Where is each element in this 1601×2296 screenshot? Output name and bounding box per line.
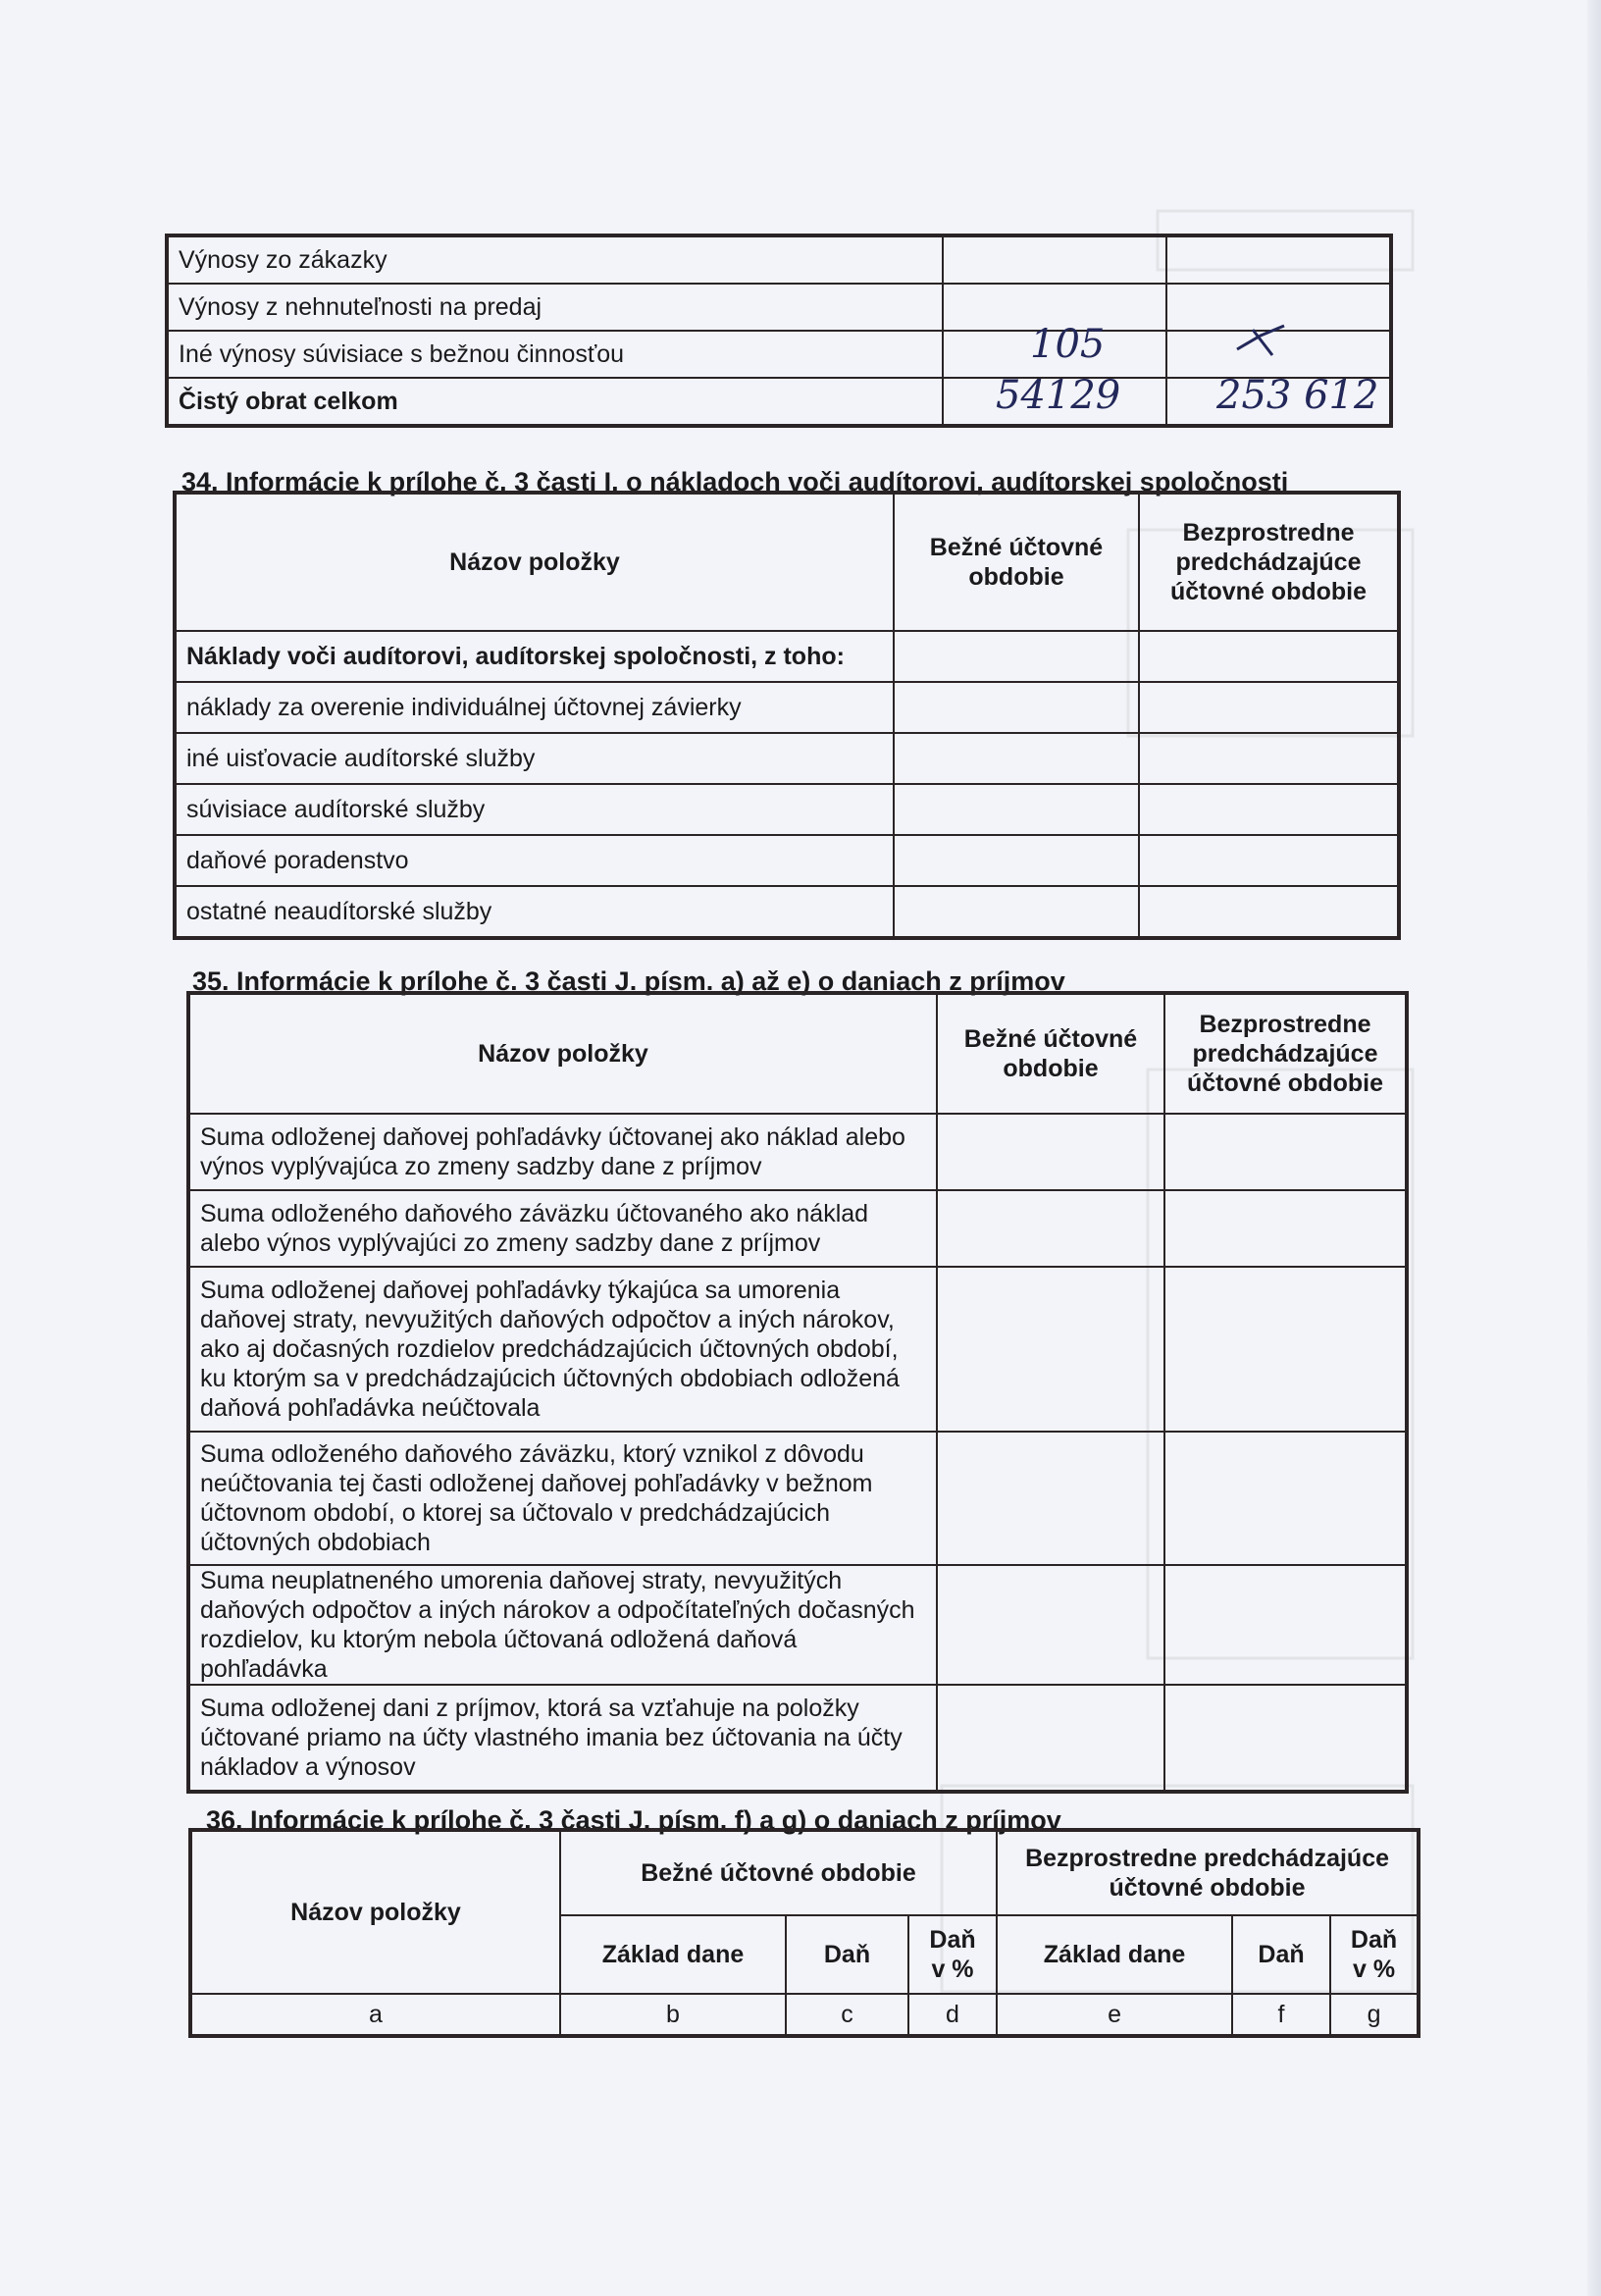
value-cell[interactable] <box>937 1432 1164 1565</box>
table-header-row <box>176 494 1398 631</box>
value-cell[interactable] <box>894 784 1139 835</box>
row-label: súvisiace audítorské služby <box>176 784 894 835</box>
section-heading: 36. Informácie k prílohe č. 3 časti J. písm. f) a g) o daniach z príjmov <box>206 1805 1061 1835</box>
row-label: Suma odloženej daňovej pohľadávky účtovanej ako náklad alebo výnos vyplývajúca zo zmeny sadzby dane z príjmov <box>189 1114 937 1190</box>
column-header: Daň v % <box>908 1915 997 1994</box>
value-cell[interactable] <box>937 1565 1164 1685</box>
value-cell[interactable] <box>1166 236 1390 284</box>
column-header: Názov položky <box>191 1831 560 1994</box>
row-label: Náklady voči audítorovi, audítorskej spoločnosti, z toho: <box>176 631 894 682</box>
table-row <box>176 631 1398 682</box>
table-row <box>189 1114 1406 1190</box>
value-cell[interactable] <box>894 631 1139 682</box>
row-label: náklady za overenie individuálnej účtovnej závierky <box>176 682 894 733</box>
value-cell[interactable] <box>1139 682 1398 733</box>
table-row <box>176 784 1398 835</box>
column-letter: b <box>560 1994 786 2035</box>
table-row <box>168 284 1390 331</box>
value-cell[interactable] <box>937 1685 1164 1791</box>
value-cell[interactable] <box>894 682 1139 733</box>
table-row <box>176 835 1398 886</box>
row-label: Suma neuplatneného umorenia daňovej straty, nevyužitých daňových odpočtov a iných nárokov a odpočítateľných dočasných rozdielov, ku ktorým nebola účtovaná odložená daňová pohľadávka <box>189 1565 937 1685</box>
column-header: Bezprostredne predchádzajúce účtovné obdobie <box>997 1831 1418 1915</box>
table-row <box>176 886 1398 937</box>
column-header: Bežné účtovné obdobie <box>560 1831 997 1915</box>
value-cell[interactable] <box>1139 631 1398 682</box>
value-cell[interactable] <box>1139 835 1398 886</box>
row-label: Suma odloženého daňového záväzku, ktorý vznikol z dôvodu neúčtovania tej časti odloženej daňovej pohľadávky v bežnom účtovnom období, o ktorej sa účtovalo v predchádzajúcich účtovných obdobiach <box>189 1432 937 1565</box>
auditor-costs-table <box>175 493 1399 938</box>
column-header: Bezprostredne predchádzajúce účtovné obdobie <box>1164 994 1406 1114</box>
row-label: Suma odloženej dani z príjmov, ktorá sa vzťahuje na položky účtované priamo na účty vlastného imania bez účtovania na účty nákladov a výnosov <box>189 1685 937 1791</box>
column-header: Bežné účtovné obdobie <box>894 494 1139 631</box>
handwritten-value: 105 <box>1030 322 1106 367</box>
table-row <box>176 682 1398 733</box>
row-label: Suma odloženého daňového záväzku účtovaného ako náklad alebo výnos vyplývajúci zo zmeny sadzby dane z príjmov <box>189 1190 937 1267</box>
value-cell[interactable] <box>937 1267 1164 1432</box>
value-cell[interactable] <box>937 1114 1164 1190</box>
column-letter: e <box>997 1994 1232 2035</box>
table-row <box>189 1190 1406 1267</box>
column-letter: a <box>191 1994 560 2035</box>
income-tax-table <box>190 1830 1419 2036</box>
revenue-table <box>167 235 1391 426</box>
table-row <box>189 1565 1406 1685</box>
value-cell[interactable] <box>1139 784 1398 835</box>
value-cell[interactable] <box>1164 1114 1406 1190</box>
row-label: daňové poradenstvo <box>176 835 894 886</box>
row-label: Výnosy z nehnuteľnosti na predaj <box>168 284 943 331</box>
section-heading: 34. Informácie k prílohe č. 3 časti I. o nákladoch voči audítorovi, audítorskej spoločnosti <box>181 467 1289 496</box>
table-row <box>189 1432 1406 1565</box>
column-header: Daň v % <box>1330 1915 1418 1994</box>
row-label: iné uisťovacie audítorské služby <box>176 733 894 784</box>
value-cell[interactable] <box>894 835 1139 886</box>
handwritten-check-mark <box>1231 322 1290 361</box>
table-row <box>168 378 1390 425</box>
row-label: ostatné neaudítorské služby <box>176 886 894 937</box>
table-row <box>176 733 1398 784</box>
row-label: Suma odloženej daňovej pohľadávky týkajúca sa umorenia daňovej straty, nevyužitých daňových odpočtov a iných nárokov, ako aj dočasných rozdielov predchádzajúcich účtovných období, ku ktorým sa v predchádzajúcich účtovných obdobiach odložená daňová pohľadávka neúčtovala <box>189 1267 937 1432</box>
row-label: Výnosy zo zákazky <box>168 236 943 284</box>
column-header: Daň <box>786 1915 908 1994</box>
table-header-row <box>191 1831 1418 1915</box>
section-heading: 35. Informácie k prílohe č. 3 časti J. písm. a) až e) o daniach z príjmov <box>192 966 1065 996</box>
column-letter: c <box>786 1994 908 2035</box>
column-letters-row <box>191 1994 1418 2035</box>
column-header: Bežné účtovné obdobie <box>937 994 1164 1114</box>
value-cell[interactable] <box>1164 1190 1406 1267</box>
value-cell[interactable] <box>937 1190 1164 1267</box>
table-row <box>189 1267 1406 1432</box>
column-header: Základ dane <box>560 1915 786 1994</box>
value-cell[interactable] <box>894 733 1139 784</box>
table-row <box>189 1685 1406 1791</box>
column-letter: d <box>908 1994 997 2035</box>
value-cell[interactable] <box>943 236 1166 284</box>
row-label: Iné výnosy súvisiace s bežnou činnosťou <box>168 331 943 378</box>
row-label-total: Čistý obrat celkom <box>168 378 943 425</box>
value-cell[interactable] <box>1164 1565 1406 1685</box>
table-header-row <box>189 994 1406 1114</box>
table-row <box>168 331 1390 378</box>
value-cell[interactable] <box>1139 733 1398 784</box>
scan-edge <box>1587 0 1601 2296</box>
column-header: Základ dane <box>997 1915 1232 1994</box>
value-cell[interactable] <box>1139 886 1398 937</box>
column-header: Bezprostredne predchádzajúce účtovné obdobie <box>1139 494 1398 631</box>
column-header: Názov položky <box>176 494 894 631</box>
value-cell[interactable] <box>894 886 1139 937</box>
value-cell[interactable] <box>1164 1432 1406 1565</box>
column-header: Daň <box>1232 1915 1330 1994</box>
handwritten-value: 253 612 <box>1216 373 1379 418</box>
deferred-tax-table <box>188 993 1407 1792</box>
column-header: Názov položky <box>189 994 937 1114</box>
column-letter: f <box>1232 1994 1330 2035</box>
handwritten-value: 54129 <box>996 373 1121 418</box>
table-row <box>168 236 1390 284</box>
column-letter: g <box>1330 1994 1418 2035</box>
value-cell[interactable] <box>1164 1685 1406 1791</box>
value-cell[interactable] <box>1164 1267 1406 1432</box>
